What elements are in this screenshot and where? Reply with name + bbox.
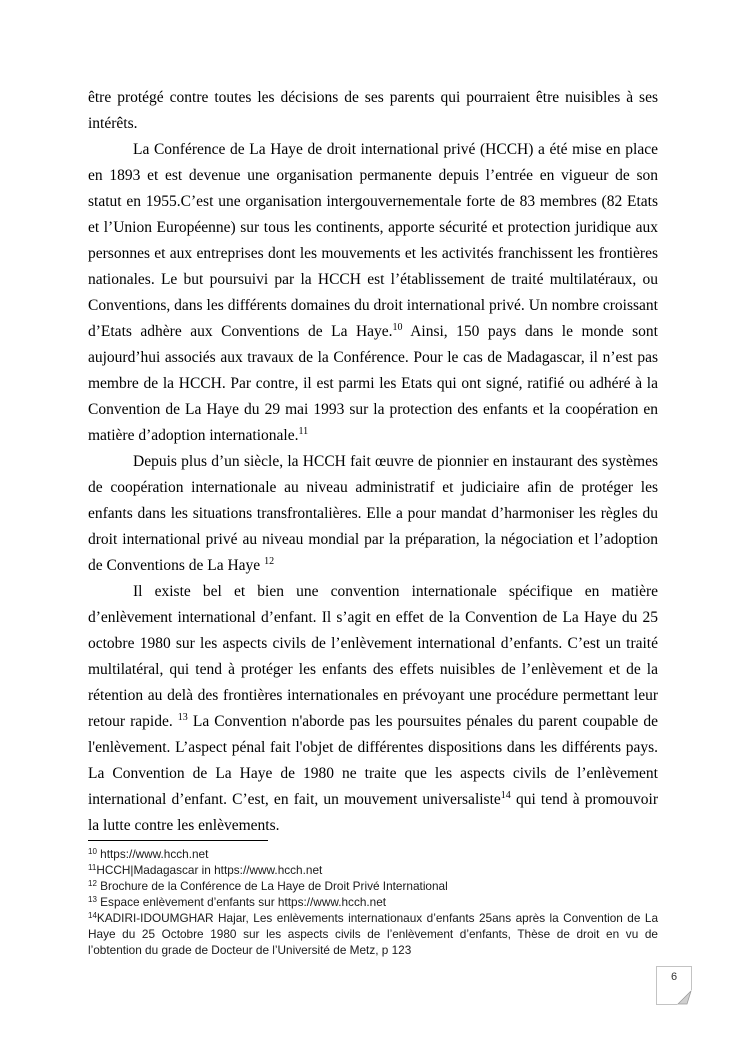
page-curl-icon xyxy=(677,990,692,1005)
page-number-box xyxy=(656,966,692,1005)
footnote-number: 13 xyxy=(88,895,97,904)
footnote-item: $^{12}$ Brochure de la Conférence de La Haye de Droit Privé International xyxy=(88,879,448,893)
paragraph: Il existe bel et bien une convention internationale spécifique en matière d’enlèvement international d’enfant. Il s’agit en effet de la Convention de La Haye du 25 octobre 1980 sur les aspects civils de l’enlèvement international d’enfants. C’est un traité multilatéral, qui tend à protéger les enfants des effets nuisibles de l’enlèvement et de la rétention au delà des frontières internationales en prévoyant une procédure permettant leur retour rapide. $^{13}$ La Convention n'aborde pas les poursuites pénales du parent coupable de l'enlèvement. L’aspect pénal fait l'objet de différentes dispositions dans les différents pays. La Convention de La Haye de 1980 ne traite que les aspects civils de l’enlèvement international d’enfant. C’est, en fait, un mouvement universaliste$^{14}$ qui tend à promouvoir la lutte contre les enlèvements. xyxy=(88,583,658,834)
footnote-item: $^{11}$HCCH|Madagascar in https://www.hcch.net xyxy=(88,863,323,877)
paragraph: La Conférence de La Haye de droit international privé (HCCH) a été mise en place en 1893 et est devenue une organisation permanente depuis l’entrée en vigueur de son statut en 1955.C’est une organisation intergouvernementale forte de 83 membres (82 Etats et l’Union Européenne) sur tous les continents, apporte sécurité et protection juridique aux personnes et aux entreprises dont les mouvements et les activités franchissent les frontières nationales. Le but poursuivi par la HCCH est l’établissement de traité multilatéraux, ou Conventions, dans les différents domaines du droit international privé. Un nombre croissant d’Etats adhère aux Conventions de La Haye.$^{10}$ Ainsi, 150 pays dans le monde sont aujourd’hui associés aux travaux de la Conférence. Pour le cas de Madagascar, il n’est pas membre de la HCCH. Par contre, il est parmi les Etats qui ont signé, ratifié ou adhéré à la Convention de La Haye du 29 mai 1993 sur la protection des enfants et la coopération en matière d’adoption internationale.$^{11}$ xyxy=(88,141,658,444)
footnote-reference: 11 xyxy=(298,426,309,437)
paragraph: être protégé contre toutes les décisions de ses parents qui pourraient être nuisibles à ses intérêts. xyxy=(88,89,658,132)
footnote-section xyxy=(88,840,658,958)
footnote-item: $^{10}$ https://www.hcch.net xyxy=(88,847,209,861)
footnote-number: 11 xyxy=(88,863,97,872)
footnote-list xyxy=(88,846,658,958)
footnote-number: 10 xyxy=(88,847,97,856)
footnote-item: $^{13}$ Espace enlèvement d’enfants sur https://www.hcch.net xyxy=(88,895,387,909)
footnote-reference: 14 xyxy=(500,790,511,801)
footnote-reference: 10 xyxy=(392,322,403,333)
footnote-item: $^{14}$KADIRI-IDOUMGHAR Hajar, Les enlèvements internationaux d’enfants 25ans après la Convention de La Haye du 25 Octobre 1980 sur les aspects civils de l’enlèvement d’enfants, Thèse de droit en vu de l’obtention du grade de Docteur de l’Université de Metz, p 123 xyxy=(88,911,658,957)
paragraph: Depuis plus d’un siècle, la HCCH fait œuvre de pionnier en instaurant des systèmes de coopération internationale au niveau administratif et judiciaire afin de protéger les enfants dans les situations transfrontalières. Elle a pour mandat d’harmoniser les règles du droit international privé au niveau mondial par la préparation, la négociation et l’adoption de Conventions de La Haye $^{12}$ xyxy=(88,453,658,574)
footnote-separator xyxy=(88,840,268,841)
footnote-number: 14 xyxy=(88,911,97,920)
footnote-reference: 12 xyxy=(264,556,275,567)
body-text xyxy=(88,85,658,839)
footnote-reference: 13 xyxy=(177,712,188,723)
page-number: 6 xyxy=(670,971,678,983)
footnote-number: 12 xyxy=(88,879,97,888)
